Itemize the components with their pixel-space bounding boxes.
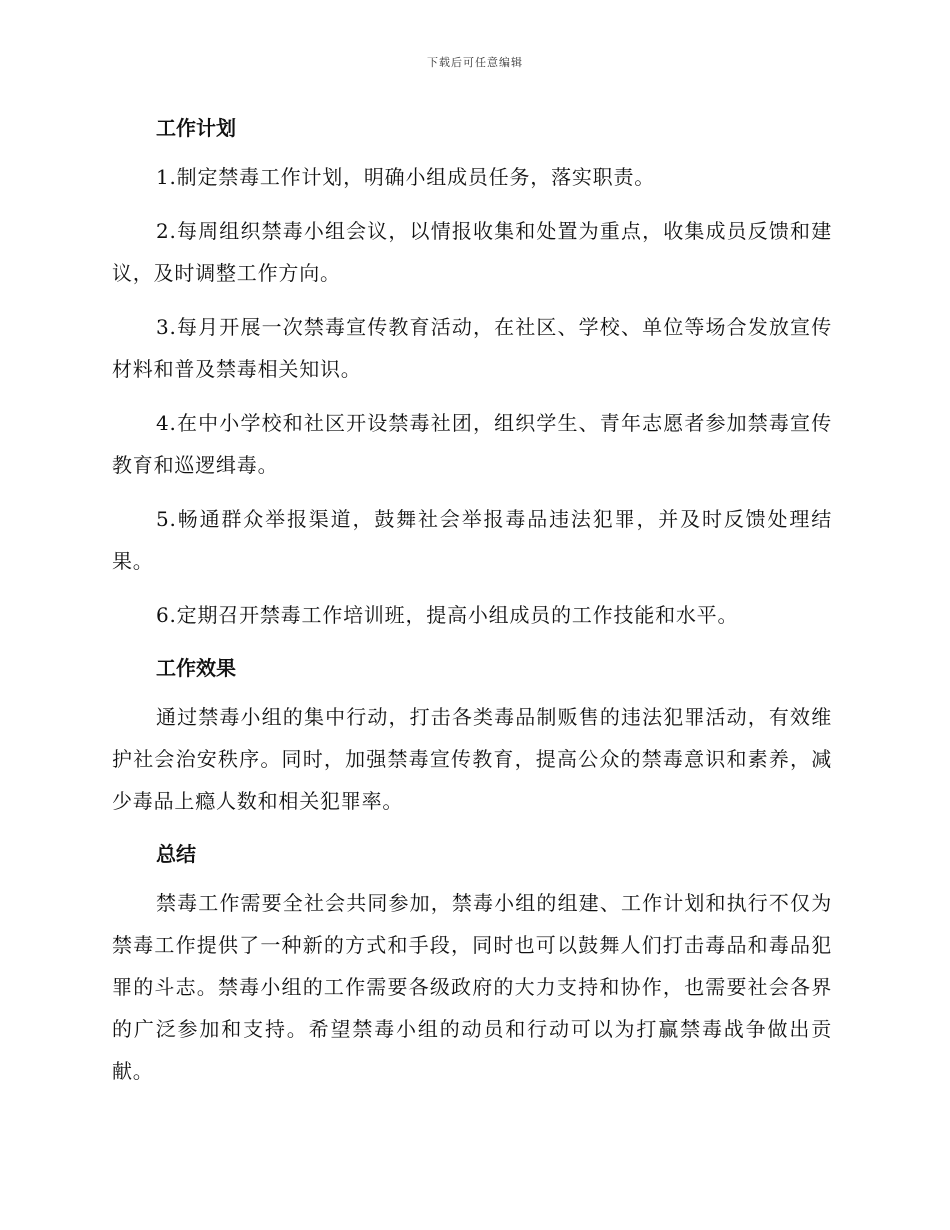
section-heading-plan: 工作计划 — [156, 116, 236, 140]
document-body — [112, 108, 832, 1104]
section-heading-summary: 总结 — [156, 842, 196, 866]
plan-item-3: 3.每月开展一次禁毒宣传教育活动，在社区、学校、单位等场合发放宣传材料和普及禁毒相关知识。 — [112, 315, 832, 381]
plan-item-5: 5.畅通群众举报渠道，鼓舞社会举报毒品违法犯罪，并及时反馈处理结果。 — [112, 507, 832, 573]
plan-item-2: 2.每周组织禁毒小组会议，以情报收集和处置为重点，收集成员反馈和建议，及时调整工作方向。 — [112, 219, 832, 285]
section-heading-effect: 工作效果 — [156, 656, 236, 680]
plan-item-1: 1.制定禁毒工作计划，明确小组成员任务，落实职责。 — [156, 165, 656, 189]
effect-paragraph: 通过禁毒小组的集中行动，打击各类毒品制贩售的违法犯罪活动，有效维护社会治安秩序。同时，加强禁毒宣传教育，提高公众的禁毒意识和素养，减少毒品上瘾人数和相关犯罪率。 — [112, 705, 832, 813]
plan-item-4: 4.在中小学校和社区开设禁毒社团，组织学生、青年志愿者参加禁毒宣传教育和巡逻缉毒。 — [112, 411, 832, 477]
page-header-note: 下载后可任意编辑 — [427, 56, 523, 69]
summary-paragraph: 禁毒工作需要全社会共同参加，禁毒小组的组建、工作计划和执行不仅为禁毒工作提供了一种新的方式和手段，同时也可以鼓舞人们打击毒品和毒品犯罪的斗志。禁毒小组的工作需要各级政府的大力支持和协作，也需要社会各界的广泛参加和支持。希望禁毒小组的动员和行动可以为打赢禁毒战争做出贡献。 — [112, 891, 832, 1083]
plan-item-6: 6.定期召开禁毒工作培训班，提高小组成员的工作技能和水平。 — [156, 603, 739, 627]
